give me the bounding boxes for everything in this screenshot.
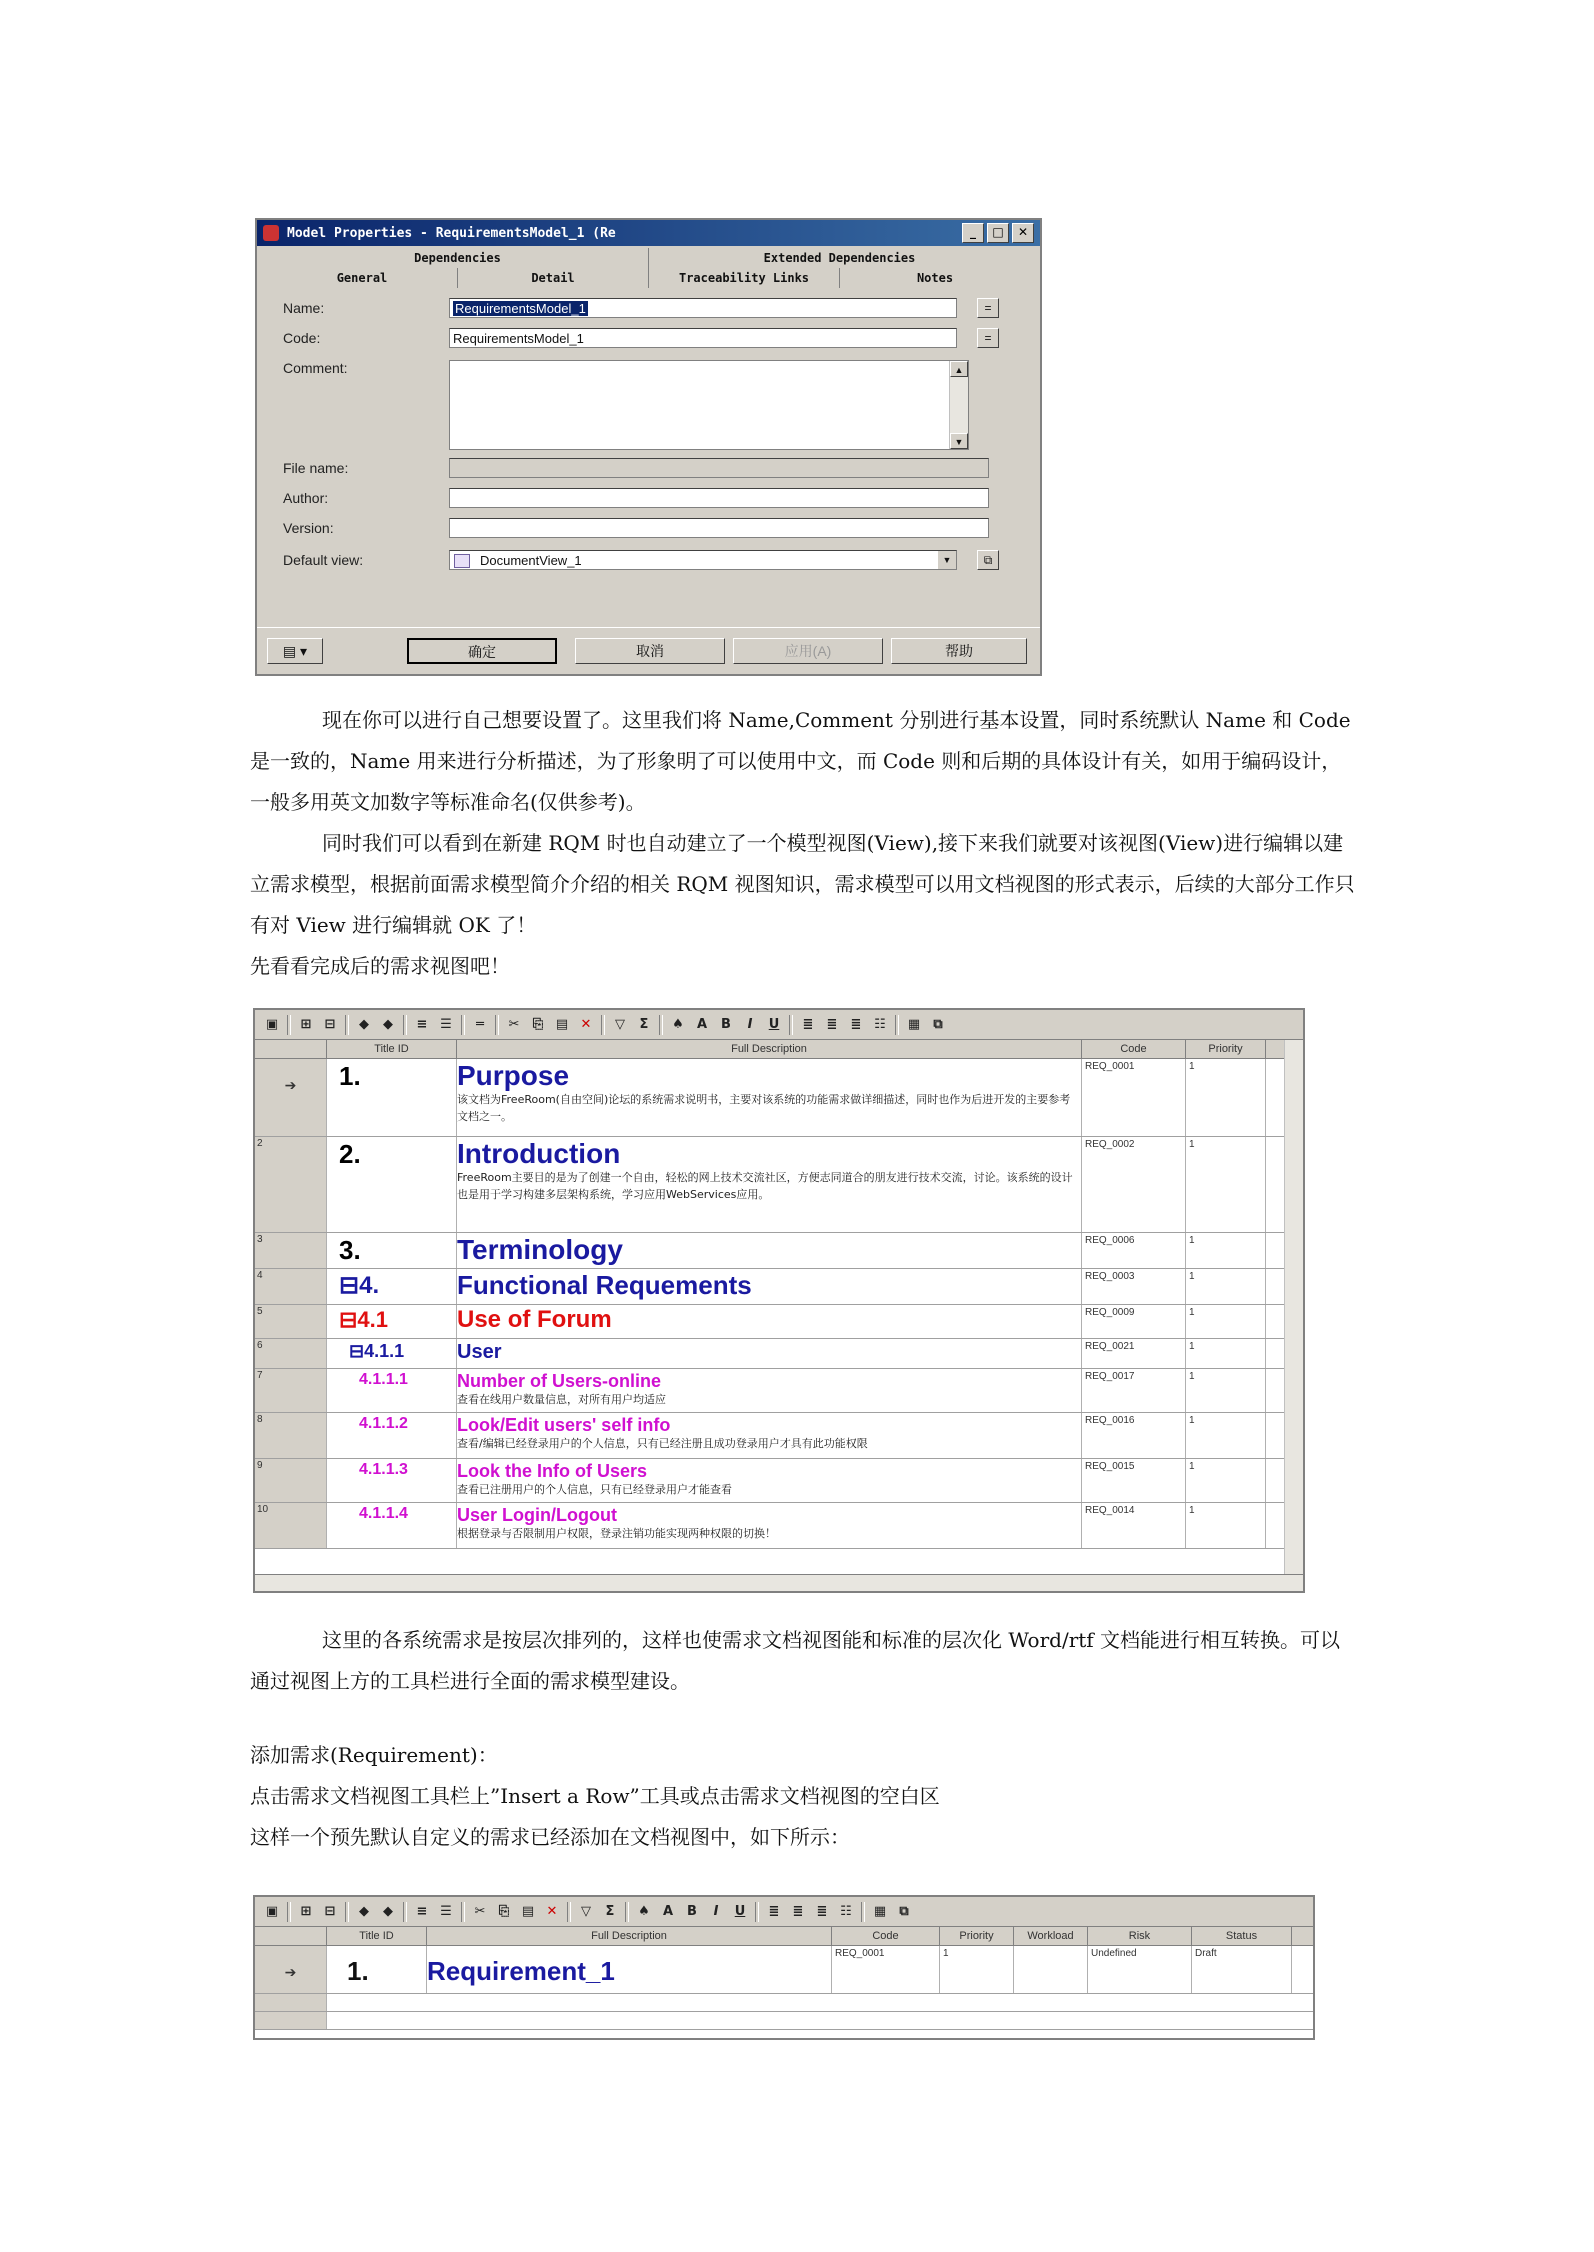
list-icon[interactable]: ☷	[840, 1903, 852, 1919]
find-icon[interactable]: ♠	[638, 1903, 650, 1919]
paragraph-4: 这里的各系统需求是按层次排列的，这样也使需求文档视图能和标准的层次化 Word/rtf 文档能进行相互转换。可以通过视图上方的工具栏进行全面的需求模型建设。	[250, 1628, 1341, 1693]
requirement-description: 该文档为FreeRoom(自由空间)论坛的系统需求说明书，主要对该系统的功能需求做详细描述，同时也作为后进开发的主要参考文档之一。	[457, 1093, 1071, 1123]
requirement-title: User Login/Logout	[457, 1505, 617, 1525]
italic-icon[interactable]: I	[713, 1903, 719, 1919]
help-button[interactable]: 帮助	[891, 638, 1027, 664]
grid-vertical-scrollbar[interactable]	[1284, 1040, 1303, 1579]
properties-icon[interactable]: ▣	[265, 1016, 279, 1032]
requirement-description: 根据登录与否限制用户权限，登录注销功能实现两种权限的切换！	[457, 1527, 776, 1540]
tab-general[interactable]: General	[267, 268, 457, 288]
underline-icon[interactable]: U	[734, 1903, 746, 1919]
paragraph-1: 现在你可以进行自己想要设置了。这里我们将 Name,Comment 分别进行基本设置，同时系统默认 Name 和 Code 是一致的，Name 用来进行分析描述，为了形象明了可以使用中文，而 Code 则和后期的具体设计有关，如用于编码设计，一般多用英文加数字等标准命名(仅供参考)。	[250, 708, 1351, 814]
app-icon	[263, 225, 279, 241]
cut-icon[interactable]: ✂	[474, 1903, 486, 1919]
table-row[interactable]	[255, 1269, 1303, 1305]
dialog-title: Model Properties - RequirementsModel_1 (Re	[287, 225, 616, 241]
toolbar-separator	[287, 1015, 291, 1035]
row-number: 10	[255, 1503, 327, 1548]
copy-icon[interactable]: ⎘	[532, 1016, 544, 1032]
header-code[interactable]: Code	[1082, 1040, 1186, 1058]
full-description-cell[interactable]	[457, 1137, 1082, 1232]
toolbar-separator	[495, 1015, 499, 1035]
header-workload[interactable]: Workload	[1014, 1927, 1088, 1945]
document-view-icon	[454, 554, 470, 568]
code-cell[interactable]: REQ_0003	[1082, 1269, 1186, 1304]
name-field[interactable]	[449, 298, 957, 318]
comment-textarea[interactable]	[449, 360, 969, 450]
paragraph-2: 同时我们可以看到在新建 RQM 时也自动建立了一个模型视图(View),接下来我们就要对该视图(View)进行编辑以建立需求模型，根据前面需求模型简介介绍的相关 RQM 视图知识，需求模型可以用文档视图的形式表示，后续的大部分工作只有对 View 进行编辑就 OK 了！	[250, 831, 1355, 937]
status-cell[interactable]: Draft	[1192, 1946, 1292, 1993]
toolbar-separator	[755, 1902, 759, 1922]
table-row[interactable]	[255, 1059, 1303, 1137]
move-up-icon[interactable]: ◆	[359, 1903, 369, 1919]
code-cell[interactable]: REQ_0001	[832, 1946, 940, 1993]
requirement-description: FreeRoom主要目的是为了创建一个自由，轻松的网上技术交流社区，方便志同道合的朋友进行技术交流，讨论。该系统的设计也是用于学习构建多层架构系统，学习应用WebServices应用。	[457, 1171, 1073, 1201]
paste-icon[interactable]: ▤	[521, 1903, 535, 1919]
row-number: 3	[255, 1233, 327, 1268]
author-field[interactable]	[449, 488, 989, 508]
requirement-title: Look/Edit users' self info	[457, 1415, 671, 1435]
full-description-cell[interactable]	[457, 1305, 1082, 1338]
title-id-cell[interactable]: 3.	[327, 1233, 457, 1268]
tab-dependencies[interactable]: Dependencies	[414, 251, 501, 265]
toolbar-separator	[625, 1902, 629, 1922]
file-name-label: File name:	[283, 460, 349, 476]
paragraph-7: 这样一个预先默认自定义的需求已经添加在文档视图中，如下所示：	[250, 1825, 850, 1849]
delete-icon[interactable]: ✕	[546, 1903, 558, 1919]
image-icon[interactable]: ▦	[907, 1016, 921, 1032]
priority-cell[interactable]: 1	[1186, 1369, 1266, 1412]
tabs-top	[267, 248, 1030, 268]
priority-cell[interactable]: 1	[1186, 1269, 1266, 1304]
copy-icon[interactable]: ⎘	[498, 1903, 510, 1919]
move-down-icon[interactable]: ◆	[383, 1903, 393, 1919]
code-cell[interactable]: REQ_0002	[1082, 1137, 1186, 1232]
header-title-id[interactable]: Title ID	[327, 1040, 457, 1058]
priority-cell[interactable]: 1	[1186, 1137, 1266, 1232]
toolbar-separator	[403, 1902, 407, 1922]
scroll-down-icon[interactable]: ▼	[950, 433, 968, 449]
row-number: 4	[255, 1269, 327, 1304]
toolbar-separator	[789, 1015, 793, 1035]
align-left-icon[interactable]: ≣	[802, 1016, 814, 1032]
header-risk[interactable]: Risk	[1088, 1927, 1192, 1945]
priority-cell[interactable]: 1	[1186, 1233, 1266, 1268]
name-value: RequirementsModel_1	[455, 301, 586, 316]
list-icon[interactable]: ☷	[874, 1016, 886, 1032]
name-row	[275, 296, 1020, 320]
row-number: 8	[255, 1413, 327, 1458]
name-label: Name:	[283, 300, 325, 316]
image-icon[interactable]: ▦	[873, 1903, 887, 1919]
table-row[interactable]	[255, 1339, 1303, 1369]
dialog-titlebar	[257, 220, 1040, 246]
code-cell[interactable]: REQ_0006	[1082, 1233, 1186, 1268]
code-row	[275, 326, 1020, 350]
indent-icon[interactable]: ≡	[416, 1903, 428, 1919]
toolbar-separator	[345, 1902, 349, 1922]
grid-toolbar	[255, 1010, 1303, 1040]
tab-detail[interactable]: Detail	[457, 268, 648, 288]
table-row[interactable]	[255, 1233, 1303, 1269]
indent-icon[interactable]: ≡	[416, 1016, 428, 1032]
table-row[interactable]	[255, 1459, 1303, 1503]
row-number: 6	[255, 1339, 327, 1368]
priority-cell[interactable]: 1	[1186, 1339, 1266, 1368]
cancel-button[interactable]: 取消	[575, 638, 725, 664]
grid-body	[255, 1059, 1303, 1549]
header-title-id[interactable]: Title ID	[327, 1927, 427, 1945]
chevron-down-icon[interactable]: ▼	[938, 551, 956, 569]
requirement-description: 查看在线用户数量信息，对所有用户均适应	[457, 1393, 666, 1406]
title-id-cell[interactable]: 4.1.1.4	[327, 1503, 457, 1548]
priority-cell[interactable]: 1	[1186, 1059, 1266, 1136]
header-priority[interactable]: Priority	[1186, 1040, 1266, 1058]
row-number: 5	[255, 1305, 327, 1338]
empty-row[interactable]	[255, 2012, 1313, 2030]
delete-icon[interactable]: ✕	[580, 1016, 592, 1032]
move-up-icon[interactable]: ◆	[359, 1016, 369, 1032]
toolbar-separator	[567, 1902, 571, 1922]
italic-icon[interactable]: I	[747, 1016, 753, 1032]
grid2-header	[255, 1927, 1313, 1946]
tab-traceability-links[interactable]: Traceability Links	[648, 268, 839, 288]
row-selector-icon[interactable]: ➔	[255, 1946, 327, 1993]
header-status[interactable]: Status	[1192, 1927, 1292, 1945]
find-icon[interactable]: ♠	[672, 1016, 684, 1032]
table-row[interactable]	[255, 1137, 1303, 1233]
toolbar-separator	[403, 1015, 407, 1035]
requirements-grid-view	[253, 1008, 1305, 1593]
code-cell[interactable]: REQ_0009	[1082, 1305, 1186, 1338]
grid2-toolbar	[255, 1897, 1313, 1927]
requirement-title: Number of Users-online	[457, 1371, 662, 1391]
full-description-cell[interactable]	[457, 1413, 1082, 1458]
code-cell[interactable]: REQ_0015	[1082, 1459, 1186, 1502]
requirement-description: 查看已注册用户的个人信息，只有已经登录用户才能查看	[457, 1483, 732, 1496]
requirement-title: Use of Forum	[457, 1306, 612, 1333]
workload-cell[interactable]	[1014, 1946, 1088, 1993]
apply-button[interactable]: 应用(A)	[733, 638, 883, 664]
priority-cell[interactable]: 1	[1186, 1459, 1266, 1502]
new-requirement-grid-view	[253, 1895, 1315, 2040]
full-description-cell[interactable]	[457, 1339, 1082, 1368]
version-row	[275, 516, 1020, 540]
title-id-cell[interactable]: 4.1.1.2	[327, 1413, 457, 1458]
paragraph-3: 先看看完成后的需求视图吧！	[250, 954, 510, 978]
align-left-icon[interactable]: ≣	[768, 1903, 780, 1919]
export-icon[interactable]: ⧉	[933, 1016, 943, 1032]
properties-icon[interactable]: ▣	[265, 1903, 279, 1919]
table-row[interactable]	[255, 1946, 1313, 1994]
header-full-description[interactable]: Full Description	[457, 1040, 1082, 1058]
priority-cell[interactable]: 1	[940, 1946, 1014, 1993]
comment-label: Comment:	[283, 360, 348, 376]
author-row	[275, 486, 1020, 510]
risk-cell[interactable]: Undefined	[1088, 1946, 1192, 1993]
row-number: 9	[255, 1459, 327, 1502]
requirement-title: Functional Requements	[457, 1270, 752, 1300]
toolbar-separator	[461, 1015, 465, 1035]
code-equal-button[interactable]: =	[977, 328, 999, 348]
title-id-cell[interactable]: 1.	[327, 1946, 427, 1993]
insert-row-below-icon[interactable]: ⊟	[324, 1016, 336, 1032]
scroll-up-icon[interactable]: ▲	[950, 361, 968, 377]
tabs-bottom	[267, 268, 1030, 288]
header-code[interactable]: Code	[832, 1927, 940, 1945]
title-id-cell[interactable]: 4.1.1.3	[327, 1459, 457, 1502]
requirement-title: Purpose	[457, 1060, 570, 1091]
filter-icon[interactable]: ▽	[615, 1016, 625, 1032]
grid-horizontal-scrollbar[interactable]	[255, 1574, 1303, 1591]
file-name-row	[275, 456, 1020, 480]
title-id-cell[interactable]: 2.	[327, 1137, 457, 1232]
sum-icon[interactable]: Σ	[605, 1903, 615, 1919]
font-icon[interactable]: A	[696, 1016, 708, 1032]
outdent-icon[interactable]: ☰	[440, 1903, 452, 1919]
title-id-cell[interactable]: ⊟4.1	[327, 1305, 457, 1338]
table-row[interactable]	[255, 1413, 1303, 1459]
header-priority[interactable]: Priority	[940, 1927, 1014, 1945]
full-description-cell[interactable]	[457, 1369, 1082, 1412]
close-icon[interactable]: ✕	[1012, 223, 1034, 243]
code-label: Code:	[283, 330, 321, 346]
move-down-icon[interactable]: ◆	[383, 1016, 393, 1032]
sum-icon[interactable]: Σ	[639, 1016, 649, 1032]
default-view-value: DocumentView_1	[480, 553, 582, 568]
default-view-row	[275, 548, 1020, 572]
header-rownum	[255, 1040, 327, 1058]
table-row[interactable]	[255, 1503, 1303, 1549]
code-cell[interactable]: REQ_0017	[1082, 1369, 1186, 1412]
row-number: 7	[255, 1369, 327, 1412]
insert-row-icon[interactable]: ⊞	[300, 1016, 312, 1032]
maximize-icon[interactable]: □	[987, 223, 1009, 243]
full-description-cell[interactable]	[457, 1503, 1082, 1548]
header-full-description[interactable]: Full Description	[427, 1927, 832, 1945]
priority-cell[interactable]: 1	[1186, 1413, 1266, 1458]
toolbar-separator	[287, 1902, 291, 1922]
priority-cell[interactable]: 1	[1186, 1503, 1266, 1548]
outdent-icon[interactable]: ☰	[440, 1016, 452, 1032]
toolbar-separator	[345, 1015, 349, 1035]
grid-header	[255, 1040, 1303, 1059]
toolbar-separator	[861, 1902, 865, 1922]
code-cell[interactable]: REQ_0016	[1082, 1413, 1186, 1458]
priority-cell[interactable]: 1	[1186, 1305, 1266, 1338]
row-selector-icon[interactable]: ➔	[255, 1059, 327, 1136]
code-field[interactable]: RequirementsModel_1	[449, 328, 957, 348]
code-cell[interactable]: REQ_0014	[1082, 1503, 1186, 1548]
toolbar-separator	[601, 1015, 605, 1035]
align-center-icon[interactable]: ≣	[826, 1016, 838, 1032]
table-row[interactable]	[255, 1369, 1303, 1413]
header-rownum	[255, 1927, 327, 1945]
font-icon[interactable]: A	[662, 1903, 674, 1919]
align-center-icon[interactable]: ≣	[792, 1903, 804, 1919]
paragraph-6: 点击需求文档视图工具栏上”Insert a Row”工具或点击需求文档视图的空白区	[250, 1784, 940, 1808]
row-number	[255, 2012, 327, 2029]
model-properties-dialog	[255, 218, 1042, 676]
toolbar-separator	[461, 1902, 465, 1922]
comment-scrollbar[interactable]	[949, 361, 968, 449]
full-description-cell[interactable]: Requirement_1	[427, 1946, 832, 1993]
empty-row[interactable]	[255, 1994, 1313, 2012]
name-equal-button[interactable]: =	[977, 298, 999, 318]
dialog-footer	[257, 627, 1040, 674]
cut-icon[interactable]: ✂	[508, 1016, 520, 1032]
export-icon[interactable]: ⧉	[899, 1903, 909, 1919]
title-id-cell[interactable]: 4.1.1.1	[327, 1369, 457, 1412]
minimize-icon[interactable]: _	[962, 223, 984, 243]
requirement-description: 查看/编辑已经登录用户的个人信息，只有已经注册且成功登录用户才具有此功能权限	[457, 1437, 868, 1450]
paste-icon[interactable]: ▤	[555, 1016, 569, 1032]
version-field[interactable]	[449, 518, 989, 538]
underline-icon[interactable]: U	[768, 1016, 780, 1032]
table-row[interactable]	[255, 1305, 1303, 1339]
version-label: Version:	[283, 520, 334, 536]
row-number	[255, 1994, 327, 2011]
properties-button[interactable]: ⧉	[977, 550, 999, 570]
bold-icon[interactable]: B	[687, 1903, 697, 1919]
tab-extended-dependencies[interactable]: Extended Dependencies	[648, 248, 1030, 268]
requirement-title: Look the Info of Users	[457, 1461, 648, 1481]
full-description-cell[interactable]	[457, 1233, 1082, 1268]
requirement-title: Terminology	[457, 1234, 623, 1265]
toolbar-separator	[895, 1015, 899, 1035]
full-description-cell[interactable]	[457, 1059, 1082, 1136]
bold-icon[interactable]: B	[721, 1016, 731, 1032]
requirement-title: Introduction	[457, 1138, 621, 1169]
insert-row-below-icon[interactable]: ⊟	[324, 1903, 336, 1919]
ok-button[interactable]: 确定	[407, 638, 557, 664]
insert-row-icon[interactable]: ⊞	[300, 1903, 312, 1919]
requirement-title: User	[457, 1341, 502, 1363]
tab-notes[interactable]: Notes	[839, 268, 1030, 288]
line-icon[interactable]: ═	[476, 1016, 484, 1032]
row-number: 2	[255, 1137, 327, 1232]
paragraph-5: 添加需求(Requirement)：	[250, 1743, 498, 1767]
toolbar-separator	[659, 1015, 663, 1035]
default-view-label: Default view:	[283, 552, 364, 568]
full-description-cell[interactable]	[457, 1269, 1082, 1304]
comment-wrap	[275, 360, 1020, 450]
default-view-select[interactable]	[449, 550, 957, 570]
full-description-cell[interactable]	[457, 1459, 1082, 1502]
align-right-icon[interactable]: ≣	[850, 1016, 862, 1032]
title-id-cell[interactable]: ⊟4.	[327, 1269, 457, 1304]
file-name-field	[449, 458, 989, 478]
title-id-cell[interactable]: ⊟4.1.1	[327, 1339, 457, 1368]
align-right-icon[interactable]: ≣	[816, 1903, 828, 1919]
menu-dropdown-button[interactable]: ▤ ▾	[267, 638, 323, 664]
title-id-cell[interactable]: 1.	[327, 1059, 457, 1136]
code-cell[interactable]: REQ_0001	[1082, 1059, 1186, 1136]
author-label: Author:	[283, 490, 329, 506]
filter-icon[interactable]: ▽	[581, 1903, 591, 1919]
code-cell[interactable]: REQ_0021	[1082, 1339, 1186, 1368]
